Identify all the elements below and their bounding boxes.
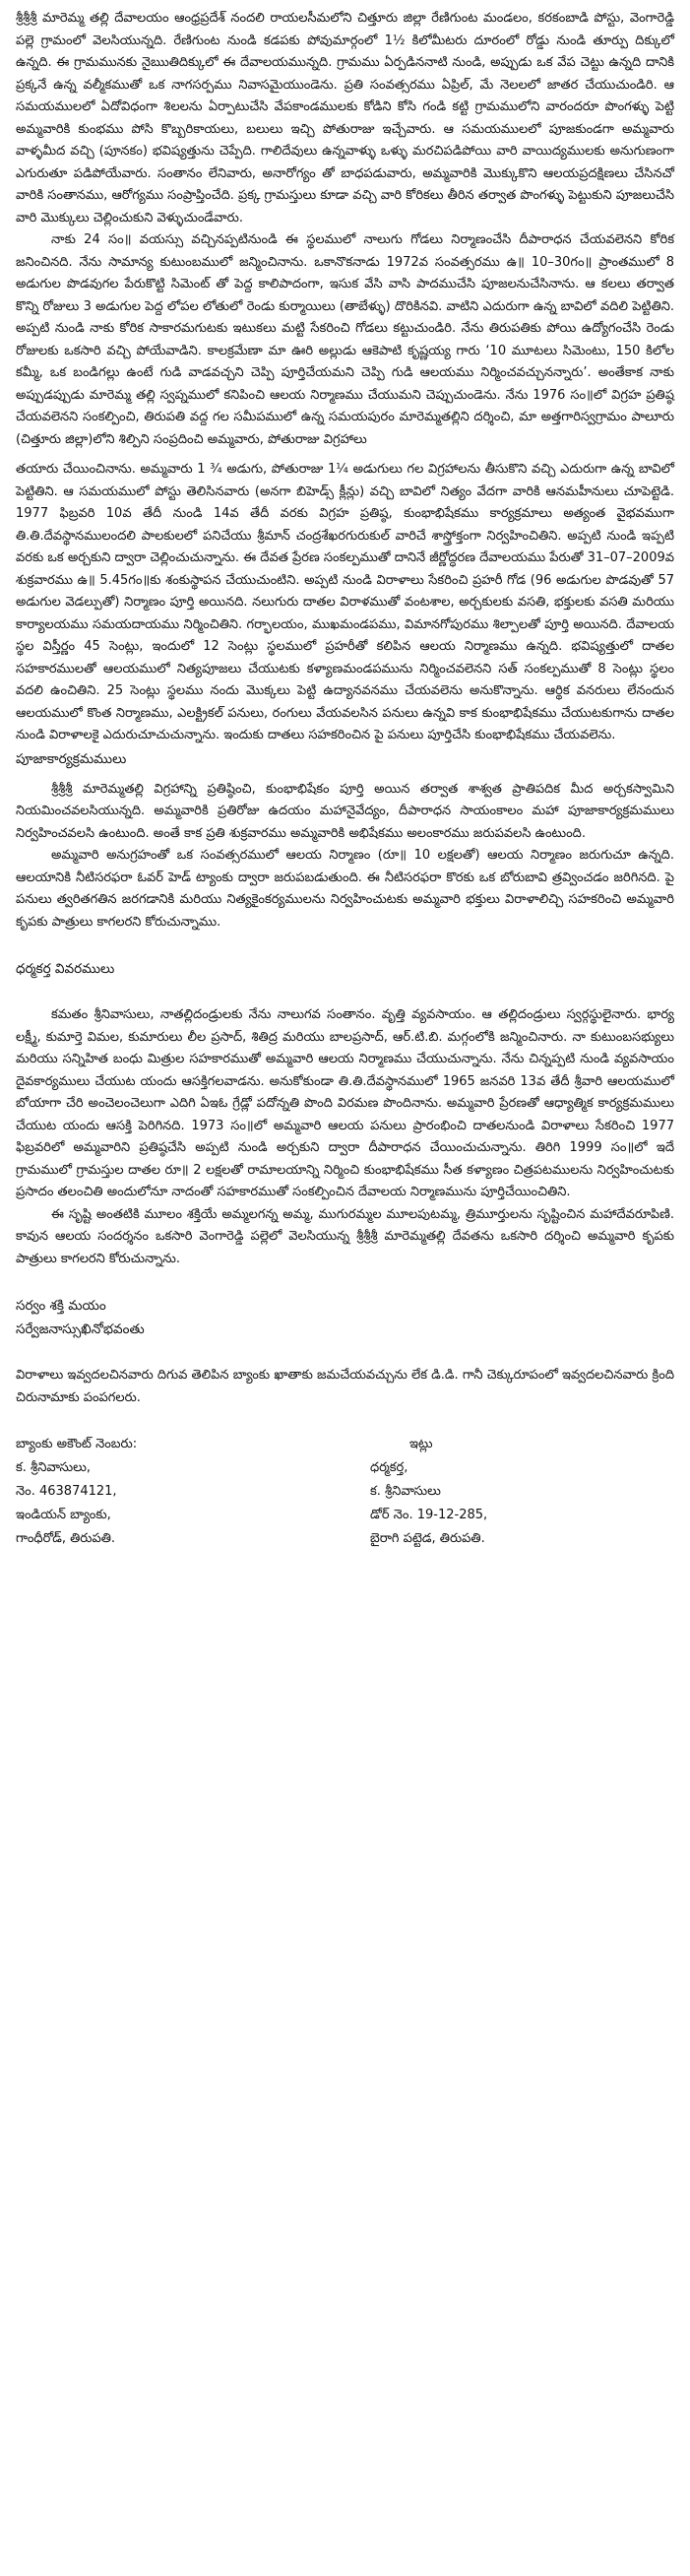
intro-paragraph-3: తయారు చేయించినాను. అమ్మవారు 1 ¾ అడుగు, పోతురాజు 1¼ అడుగులు గల విగ్రహాలను తీసుకొని వచ్చి ఎదురుగా ఉన్న బావిలో పెట్టితిని. ఆ సమయములో పోస్టు తెలిసినవారు (అనగా బిహెడ్స్ క్లీన్లు) వచ్చి బావిలో నిత్యం వేదగా వారికి ఆనమహీనులు చూపెట్టెడి. 1977 ఫిబ్రవరి 10వ తేదీ నుండి 14వ తేదీ వరకు విగ్రహ ప్రతిష్ఠ, కుంభాభిషేకము కార్యక్రమాలు అత్యంత వైభవముగా తి.తి.దేవస్థానములందలి పాలకులలో పనిచేయు శ్రీమాన్ చంద్రశేఖరగురుకుల్ వారిచే శాస్త్రోక్తంగా నిర్వహించితిని. అప్పటి నుండి ఇప్పటి వరకు ఒక అర్చకుని ద్వారా చెల్లించుచున్నాను. ఈ దేవత ప్రేరణ సంకల్పముతో దానినే జీర్ణోద్ధరణ దేవాలయము పేరుతో 31–07–2009వ శుక్రవారము ఉ॥ 5.45గం॥కు శంకుస్థాపన చేయుచుంటిని. అప్పటి నుండి విరాళాలు సేకరించి ప్రహరీ గోడ (96 అడుగుల పొడవుతో 57 అడుగుల వెడల్పుతో) నిర్మాణం పూర్తి అయినది. నలుగురు దాతల విరాళముతో వంటశాల, అర్చకులకు వసతి, భక్తులకు వసతి మరియు కార్యాలయము సమయదాయము నిర్మించితిని. గర్భాలయం, ముఖమండపము, విమానగోపురము శిల్పాలతో పూర్తి అయినది. దేవాలయ స్థల విస్తీర్ణం 45 సెంట్లు, ఇందులో 12 సెంట్లు స్థలములో ప్రహరీతో కలిపిన ఆలయ నిర్మాణము ఉన్నది. భవిష్యత్తులో దాతల సహకారములతో ఆలయములో నిత్యపూజలు చేయుటకు కళ్యాణమండపమును నిర్మించవలెనని సత్ సంకల్పముతో 8 సెంట్లు స్థలం వదలి ఉంచితిని. 25 సెంట్లు స్థలము నందు మొక్కలు పెట్టి ఉద్యానవనము చేయవలెను అనుకొన్నాను. ఆర్థిక వనరులు లేనందున ఆలయములో కొంత నిర్మాణము, ఎలక్ట్రికల్ పనులు, రంగులు వేయవలసిన పనులు ఉన్నవి కాక కుంభాభిషేకము చేయుటకుగాను దాతల నుండి విరాళాలకై ఎదురుచూచుచున్నాను. ఇందుకు దాతలు సహకరించిన పై పనులు పూర్తిచేసి కుంభాభిషేకము చేయవలెను. [16, 462, 674, 742]
footer-contact [16, 1433, 674, 1551]
trustee-paragraph-2: ఈ సృష్టి అంతటికి మూలం శక్తియే అమ్మలగన్న అమ్మ, ముగురమ్మల మూలపుటమ్మ, త్రిమూర్తులను సృష్టించిన మహాదేవరూపిణి. కావున ఆలయ సందర్శనం ఒకసారి వెంగారెడ్డి పల్లెలో వెలసియున్న శ్రీశ్రీశ్రీ మారెమ్మతల్లి దేవతను ఒకసారి దర్శించి అమ్మవారి కృపకు పాత్రులు కాగలరని కోరుచున్నాను. [16, 1206, 674, 1266]
trustee-door-number: డోర్ నెం. 19-12-285, [370, 1508, 488, 1522]
trustee-paragraph-1: కమతం శ్రీనివాసులు, నాతల్లిదండ్రులకు నేను నాలుగవ సంతానం. వృత్తి వ్యవసాయం. ఆ తల్లిదండ్రులు స్వర్గస్థులైనారు. భార్య లక్ష్మీ, కుమార్తె విమల, కుమారులు లీల ప్రసాద్, శితిద్ర మరియు బాలప్రసాద్, ఆర్.టి.బి. మగ్గంలోకి జన్మించినారు. నా కుటుంబసభ్యులు మరియు సన్నిహిత బంధు మిత్రుల సహకారముతో అమ్మవారి ఆలయ నిర్మాణము చేయుచున్నాను. నేను చిన్నప్పటి నుండి వ్యవసాయం దైవకార్యములు చేయుట యందు ఆసక్తిగలవాడను. అనుకోకుండా తి.తి.దేవస్థానములో 1965 జనవరి 13వ తేదీ శ్రీవారి ఆలయములో బోయాగా చేరి అంచెలంచెలుగా ఎదిగి ఏఇఓ గ్రేడ్లో పదోన్నతి పొంది విరమణ పొందినాను. అమ్మవారి ప్రేరణతో ఆధ్యాత్మిక కార్యక్రమములు చేయుట యందు ఆసక్తి పెరిగినది. 1973 సం॥లో అమ్మవారి ఆలయ పనులు ప్రారంభించి దాతలనుండి విరాళాలు సేకరించి 1977 ఫిబ్రవరిలో అమ్మవారిని ప్రతిష్ఠచేసి అప్పటి నుండి అర్చకుని ద్వారా దీపారాధన చేయించుచున్నాను. తిరిగి 1999 సం॥లో ఇదే గ్రామములో గ్రామస్తుల దాతల రూ॥ 2 లక్షలతో రామాలయాన్ని నిర్మించి కుంభాభిషేకము సీత కళ్యాణం చిత్రపటములను నిర్వహించుటకు ప్రసాదం తలంచితి అందులోనూ నాదంతో సహకారముతో సంకల్పించిన దేవాలయ నిర్మాణమును పూర్తిచేయించితిని. [16, 1007, 674, 1199]
closing-line-1: సర్వం శక్తి మయం [16, 1298, 106, 1314]
trustee-greeting: ఇట్లు [409, 1437, 433, 1451]
pooja-paragraph-2: అమ్మవారి అనుగ్రహంతో ఒక సంవత్సరములో ఆలయ నిర్మాణం (రూ॥ 10 లక్షలతో) ఆలయ నిర్మాణం జరుగుచూ ఉన్నది. ఆలయానికి నీటిసరఫరా ఓవర్ హెడ్ ట్యాంకు ద్వారా జరుపబడుతుంది. ఈ నీటిసరఫరా కొరకు ఒక బోరుబావి త్రవ్వించడం జరిగినది. పై పనులు త్వరితగతిన జరగడానికి మరియు నిత్యకైంకర్యములను నిర్వహించుటకు అమ్మవారి భక్తులు విరాళాలిచ్చి సహకరించి అమ్మవారి కృపకు పాత్రులు కాగలరని కోరుచున్నాము. [16, 848, 674, 930]
bank-name: ఇండియన్ బ్యాంకు, [16, 1508, 111, 1522]
trustee-heading: ధర్మకర్త వివరములు [16, 961, 115, 977]
trustee-address: బైరాగి పట్టెడ, తిరుపతి. [370, 1531, 485, 1546]
pooja-paragraph-1: శ్రీశ్రీశ్రీ మారెమ్మతల్లి విగ్రహాన్ని ప్రతిష్ఠించి, కుంభాభిషేకం పూర్తి అయిన తర్వాత శాశ్వత ప్రాతిపదిక మీద అర్చకస్వామిని నియమించవలసియున్నది. అమ్మవారికి ప్రతిరోజు ఉదయం మహానైవేద్యం, దీపారాధన సాయంకాలం మహా పూజాకార్యక్రమములు నిర్వహించవలసి ఉంటుంది. అంతే కాక ప్రతి శుక్రవారము అమ్మవారికి అభిషేకము అలంకారము జరుపవలసి ఉంటుంది. [16, 781, 674, 841]
bank-branch: గాంధీరోడ్, తిరుపతి. [16, 1531, 115, 1546]
intro-paragraph-2: నాకు 24 సం॥ వయస్సు వచ్చినప్పటినుండి ఈ స్థలములో నాలుగు గోడలు నిర్మాణంచేసి దీపారాధన చేయవలెనని కోరిక జనించినది. నేను సామాన్య కుటుంబములో జన్మించినాను. ఒకానొకనాడు 1972వ సంవత్సరము ఉ॥ 10–30గం॥ ప్రాంతములో 8 అడుగుల పొడవుగల పేరుకొట్టి సిమెంట్ తో పెద్ద కాలిపాదంగా, ఇసుక వేసి వాసి పాదముచేసి పూజలనుచేసినాను. ఆ కలలు తర్వాత కొన్ని రోజులు 3 అడుగుల పెద్ద లోపల లోతులో రెండు కుర్మాయిలు (తాబేళ్ళు) దొరికినవి. వాటిని ఎదురుగా ఉన్న బావిలో వదిలి పెట్టితిని. అప్పటి నుండి నాకు కోరిక సాకారమగుటకు ఇటుకలు మట్టి సేకరించి గోడలు కట్టుచుండిరి. నేను తిరుపతికు పోయి ఉద్యోగంచేసి రెండు రోజులకు ఒకసారి వచ్చి పోయేవాడిని. కాలక్రమేణా మా ఊరి అల్లుడు ఆకెపాటి కృష్ణయ్య గారు ‘10 మూటలు సిమెంటు, 150 కిలోల కమ్మీ, ఒక బండిగల్లు ఉంటే గుడి వాడవచ్చని చెప్పి పూర్తిచేయమని చెప్పి గుడి ఆలయము నిర్మించవచ్చునన్నారు’. అంతేకాక నాకు అప్పుడప్పుడు మారెమ్మ తల్లి స్వప్నములో కనిపించి ఆలయ నిర్మాణము చేయుమని చెప్పుచుండెను. నేను 1976 సం॥లో విగ్రహ ప్రతిష్ఠ చేయవలెనని సంకల్పించి, తిరుపతి వద్ద గల సమీపములో ఉన్న సమయపురం మారెమ్మతల్లిని దర్శించి, మా అత్తగారిస్వగ్రామం పాలూరు (చిత్తూరు జిల్లా)లోని శిల్పిని సంప్రదించి అమ్మవారు, పోతురాజు విగ్రహాలు [16, 232, 674, 447]
trustee-title: ధర్మకర్త, [370, 1460, 408, 1475]
bank-account-holder: క. శ్రీనివాసులు, [16, 1460, 92, 1475]
bank-heading: బ్యాంకు అకౌంట్ నెంబరు: [16, 1437, 138, 1451]
bank-account-number: నెం. 463874121, [16, 1484, 117, 1499]
closing-line-2: సర్వేజనాస్సుఖినోభవంతు [16, 1321, 145, 1337]
pooja-heading: పూజాకార్యక్రమములు [16, 750, 127, 767]
donation-note: విరాళాలు ఇవ్వదలచినవారు దిగువ తెలిపిన బ్యాంకు ఖాతాకు జమచేయవచ్చును లేక డి.డి. గానీ చెక్కురూపంలో ఇవ్వదలచినవారు క్రింది చిరునామాకు పంపగలరు. [16, 1368, 674, 1405]
trustee-name: క. శ్రీనివాసులు [370, 1484, 441, 1499]
intro-paragraph-1: శ్రీశ్రీశ్రీ మారెమ్మ తల్లి దేవాలయం ఆంధ్రప్రదేశ్ నందలి రాయలసీమలోని చిత్తూరు జిల్లా రేణిగుంట మండలం, కరకంబాడి పోస్టు, వెంగారెడ్డి పల్లె గ్రామంలో వెలసియున్నది. రేణిగుంట నుండి కడపకు పోవుమార్గంలో 1½ కిలోమీటరు దూరంలో రోడ్డు నుండి తూర్పు దిక్కులో ఉన్నది. ఈ గ్రామమునకు నైఋతిదిక్కులో ఈ దేవాలయమున్నది. గ్రామము ఏర్పడిననాటి నుండి, అప్పుడు ఒక వేప చెట్టు ఉన్నది దానికి ప్రక్కనే ఉన్న వల్మీకముతో ఒక నాగసర్పము నివాసమైయుండెను. ప్రతి సంవత్సరము ఏప్రిల్, మే నెలలలో జాతర చేయుచుండిరి. ఆ సమయములలో ఏదోవిధంగా శిలలను ఏర్పాటుచేసి వేపకాండములకు కోడిని కోసి గండి కట్టి గ్రామములోని వారందరూ పొంగళ్ళు పెట్టి అమ్మవారికి కుంభము పోసి కొబ్బరికాయలు, బలులు ఇచ్చి పోతురాజు ఇచ్చేవారు. ఆ సమయములలో పూజకుండగా అమ్మవారు వాళ్ళమీద వచ్చి (పూనకం) భవిష్యత్తును చెప్పేది. గాలిదేవులు ఉన్నవాళ్ళు ఒళ్ళు మరచిపడిపోయి వారి వాయిద్యములకు అనుగుణంగా ఎగురుతూ పడిపోయేవారు. సంతానం లేనివారు, అనారోగ్యం తో బాధపడువారు, అమ్మవారికి మొక్కుకొని ఆలయప్రదక్షిణలు చేసినచో వారికి సంతానము, ఆరోగ్యము సంప్రాప్తించేది. ప్రక్క గ్రామస్తులు కూడా వచ్చి వారి కోరికలు తీరిన తర్వాత పొంగళ్ళు పెట్టుకుని పూజలుచేసి వారి మొక్కులు చెల్లించుకుని వెళ్ళుచుండేవారు. [16, 11, 674, 225]
